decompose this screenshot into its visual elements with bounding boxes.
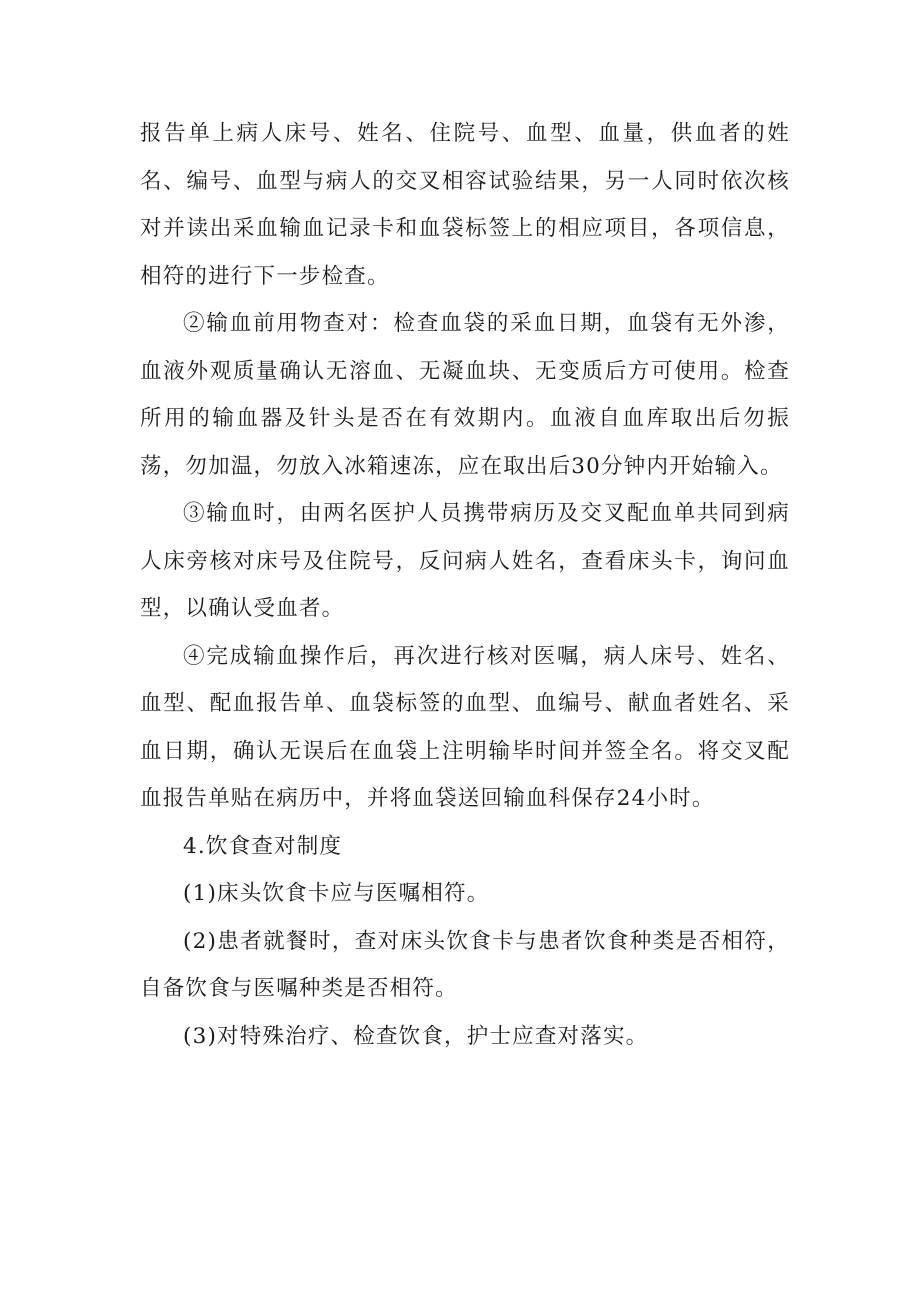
list-item-diet-1: (1)床头饮食卡应与医嘱相符。 <box>183 881 490 906</box>
paragraph-after-transfusion: ④完成输血操作后，再次进行核对医嘱，病人床号、姓名、血型、配血报告单、血袋标签的血型、血编号、献血者姓名、采血日期，确认无误后在血袋上注明输毕时间并签全名。将交叉配血报告单贴在病历中，并将血袋送回输血科保存24小时。 <box>140 643 790 811</box>
paragraph-report-check: 报告单上病人床号、姓名、住院号、血型、血量，供血者的姓名、编号、血型与病人的交叉相容试验结果，另一人同时依次核对并读出采血输血记录卡和血袋标签上的相应项目，各项信息，相符的进行下一步检查。 <box>140 121 790 289</box>
list-item-diet-2: (2)患者就餐时，查对床头饮食卡与患者饮食种类是否相符，自备饮食与医嘱种类是否相符。 <box>140 928 790 1001</box>
list-item-diet-3: (3)对特殊治疗、检查饮食，护士应查对落实。 <box>183 1023 649 1049</box>
document-body <box>140 110 790 1060</box>
paragraph-during-transfusion: ③输血时，由两名医护人员携带病历及交叉配血单共同到病人床旁核对床号及住院号，反问病人姓名，查看床头卡，询问血型，以确认受血者。 <box>140 501 790 621</box>
paragraph-pre-transfusion-check: ②输血前用物查对：检查血袋的采血日期，血袋有无外渗，血液外观质量确认无溶血、无凝血块、无变质后方可使用。检查所用的输血器及针头是否在有效期内。血液自血库取出后勿振荡，勿加温，勿放入冰箱速冻，应在取出后30分钟内开始输入。 <box>140 311 790 479</box>
section-heading-diet-check: 4.饮食查对制度 <box>183 833 343 859</box>
